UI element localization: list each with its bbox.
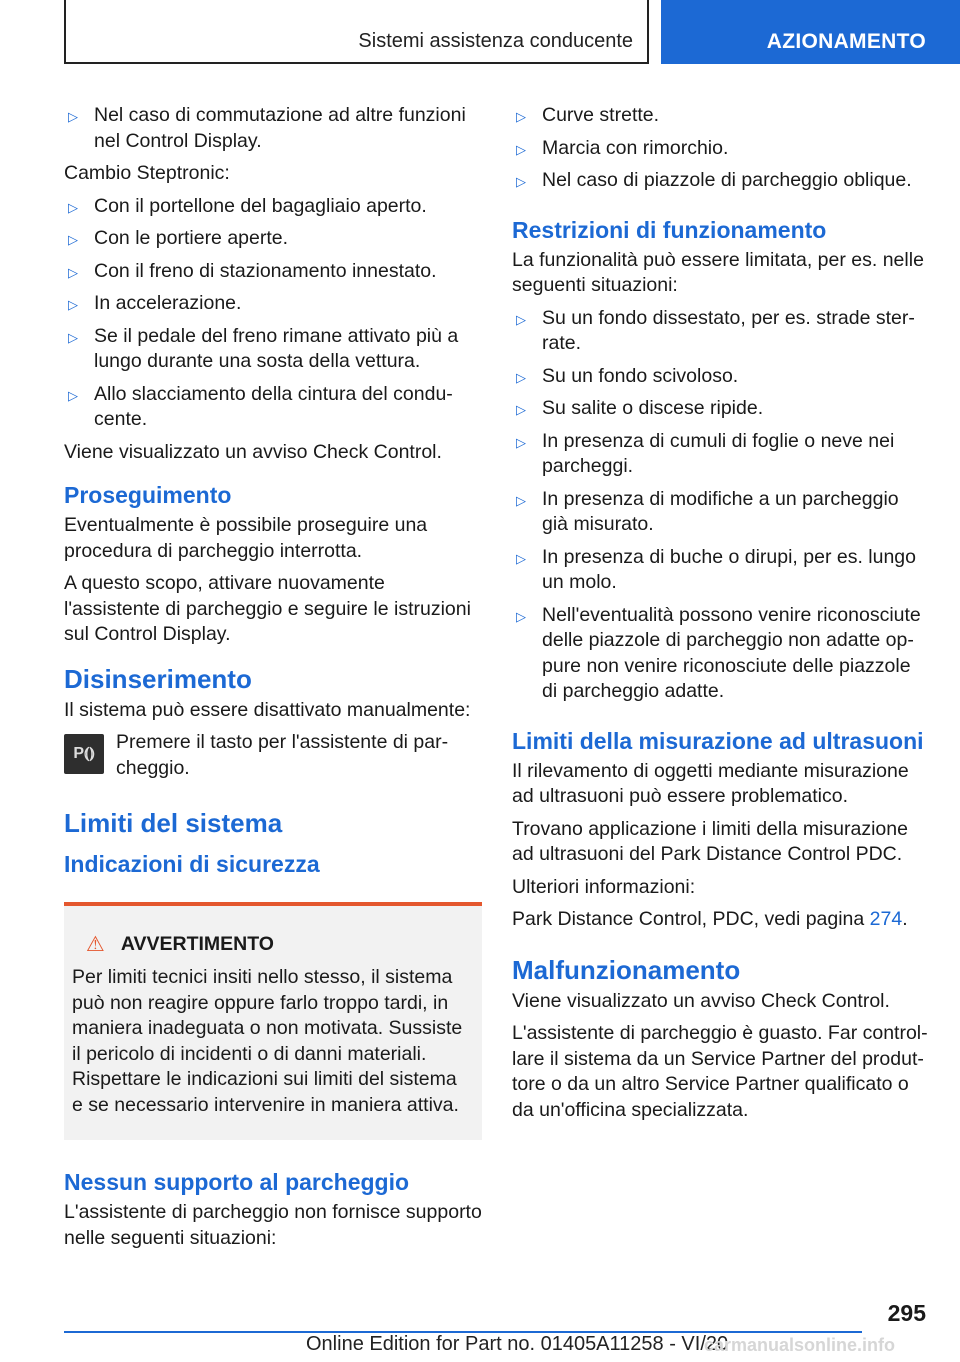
button-instruction xyxy=(64,730,482,786)
left-column xyxy=(64,103,482,1258)
watermark: carmanualsonline.info xyxy=(704,1335,896,1355)
paragraph: Trovano applicazione i limiti della misurazione ad ultrasuoni del Park Distance Control PDC. xyxy=(512,817,908,865)
triangle-right-icon: ▷ xyxy=(516,550,526,566)
triangle-right-icon: ▷ xyxy=(516,492,526,508)
list-item: ▷ In accelerazione. xyxy=(64,291,482,317)
triangle-right-icon: ▷ xyxy=(68,297,78,312)
triangle-right-icon: ▷ xyxy=(516,608,526,624)
paragraph: A questo scopo, attivare nuovamente l'assistente di parcheggio e seguire le istruzioni sul Control Display. xyxy=(64,572,471,645)
triangle-right-icon: ▷ xyxy=(68,232,78,247)
paragraph: L'assistente di parcheggio non fornisce supporto nelle seguenti situazioni: xyxy=(64,1201,482,1249)
list-item: ▷ Nell'eventualità possono venire riconosciute delle piazzole di parcheggio non adatte oppure non venire riconosciute delle piazzole di parcheggio adatte. xyxy=(516,603,921,702)
list-item: ▷ Se il pedale del freno rimane attivato più a lungo durante una sosta della vettura. xyxy=(68,324,459,372)
paragraph-with-link: Park Distance Control, PDC, vedi pagina 274. xyxy=(512,908,908,930)
right-column xyxy=(512,103,930,1130)
triangle-right-icon: ▷ xyxy=(516,141,526,157)
warning-box xyxy=(64,902,482,1140)
section-heading-disinserimento: Disinserimento xyxy=(64,663,252,694)
triangle-right-icon: ▷ xyxy=(516,311,526,327)
warning-header xyxy=(86,932,470,957)
check-control-notice: Viene visualizzato un avviso Check Control. xyxy=(64,440,442,463)
section-heading-nessun-supporto: Nessun supporto al parcheggio xyxy=(64,1169,410,1195)
paragraph: Ulteriori informazioni: xyxy=(512,875,696,898)
header-section: AZIONAMENTO xyxy=(766,30,926,53)
list-item: ▷ In presenza di modifiche a un parcheggio già misurato. xyxy=(516,487,899,535)
paragraph: Viene visualizzato un avviso Check Control. xyxy=(512,989,890,1012)
paragraph: L'assistente di parcheggio è guasto. Far controllare il sistema da un Service Partner del produttore o da un altro Service Partner qualificato o da un'officina specializzata. xyxy=(512,1022,928,1121)
section-heading-sicurezza: Indicazioni di sicurezza xyxy=(64,851,320,877)
button-instruction-text: Premere il tasto per l'assistente di parcheggio. xyxy=(116,731,449,779)
triangle-right-icon: ▷ xyxy=(516,402,526,417)
section-heading-restrizioni: Restrizioni di funzionamento xyxy=(512,216,827,243)
triangle-right-icon: ▷ xyxy=(68,109,78,124)
steptronic-label: Cambio Steptronic: xyxy=(64,162,230,184)
section-heading-proseguimento: Proseguimento xyxy=(64,482,232,508)
triangle-right-icon: ▷ xyxy=(68,329,78,345)
list-item: ▷ Allo slacciamento della cintura del conducente. xyxy=(68,382,453,430)
header-title-box xyxy=(64,0,649,64)
list-item: ▷ Nel caso di piazzole di parcheggio oblique. xyxy=(512,168,930,194)
parking-assistant-key-icon: P⦅⦆ xyxy=(64,734,104,774)
paragraph: Il rilevamento di oggetti mediante misurazione ad ultrasuoni può essere problematico. xyxy=(512,759,909,807)
paragraph: Eventualmente è possibile proseguire una procedura di parcheggio interrotta. xyxy=(64,514,428,562)
list-item: ▷ Su un fondo scivoloso. xyxy=(512,364,930,390)
bullet-list xyxy=(512,103,930,194)
list-item: ▷ In presenza di cumuli di foglie o neve nei parcheggi. xyxy=(516,429,895,477)
triangle-right-icon: ▷ xyxy=(516,434,526,450)
paragraph: La funzionalità può essere limitata, per es. nelle seguenti situazioni: xyxy=(512,248,924,296)
list-item: ▷ In presenza di buche o dirupi, per es. lungo un molo. xyxy=(516,545,916,593)
warning-label: AVVERTIMENTO xyxy=(120,933,274,955)
triangle-right-icon: ▷ xyxy=(68,199,78,215)
triangle-right-icon: ▷ xyxy=(516,109,526,124)
bullet-list xyxy=(64,103,482,154)
triangle-right-icon: ▷ xyxy=(68,264,78,280)
footer-edition: Online Edition for Part no. 01405A11258 - VI/20 xyxy=(306,1333,729,1355)
list-item: ▷ Con il portellone del bagagliaio aperto. xyxy=(64,194,482,220)
list-item: ▷ Con il freno di stazionamento innestato. xyxy=(64,259,482,285)
page-header xyxy=(0,0,960,64)
section-heading-limiti: Limiti del sistema xyxy=(64,808,283,838)
section-heading-malfunzionamento: Malfunzionamento xyxy=(512,954,741,985)
paragraph: Il sistema può essere disattivato manualmente: xyxy=(64,698,471,721)
list-item: ▷ Su salite o discese ripide. xyxy=(512,396,930,422)
list-item: ▷ Nel caso di commutazione ad altre funzioni nel Control Display. xyxy=(68,104,466,152)
header-title: Sistemi assistenza conducente xyxy=(358,30,633,52)
triangle-right-icon: ▷ xyxy=(68,387,78,403)
header-section-box xyxy=(661,0,960,64)
list-item: ▷ Marcia con rimorchio. xyxy=(512,136,930,162)
triangle-right-icon: ▷ xyxy=(516,369,526,385)
list-item: ▷ Curve strette. xyxy=(512,103,930,129)
list-item: ▷ Su un fondo dissestato, per es. strade sterrate. xyxy=(516,306,915,354)
warning-triangle-icon: ⚠ xyxy=(86,933,105,956)
bullet-list xyxy=(64,194,482,433)
page-reference-link[interactable]: 274 xyxy=(869,908,903,930)
triangle-right-icon: ▷ xyxy=(516,174,526,189)
section-heading-ultrasuoni: Limiti della misurazione ad ultrasuoni xyxy=(512,727,924,754)
list-item: ▷ Con le portiere aperte. xyxy=(64,226,482,252)
warning-text: Per limiti tecnici insiti nello stesso, il sistema può non reagire oppure farlo troppo tardi, in maniera inadeguata o non motivata. Sussiste il pericolo di incidenti o di danni materiali. Rispettare le indicazioni sui limiti del sistema e se necessario intervenire in maniera attiva. xyxy=(72,966,463,1116)
bullet-list xyxy=(512,306,930,705)
page-number: 295 xyxy=(887,1300,926,1326)
